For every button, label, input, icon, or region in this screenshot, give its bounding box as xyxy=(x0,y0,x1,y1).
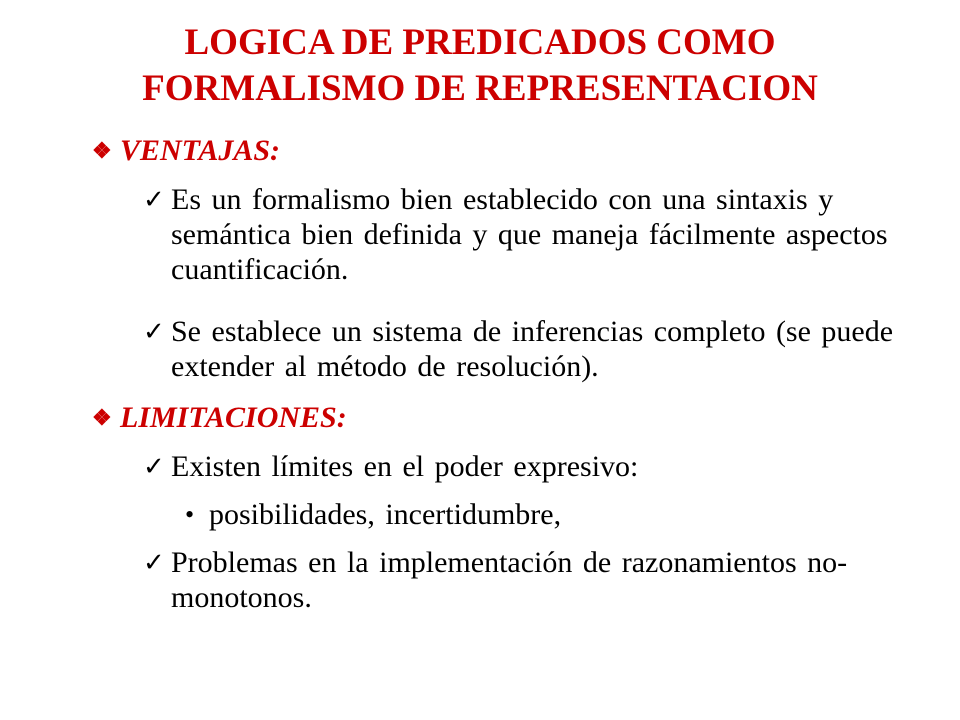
checkmark-icon: ✓ xyxy=(143,548,165,577)
checkmark-icon: ✓ xyxy=(143,317,165,346)
list-item-text: Es un formalismo bien establecido con una sintaxis y semántica bien definida y que maneja fácilmente aspectos cuantificación. xyxy=(171,183,888,286)
checkmark-icon: ✓ xyxy=(143,452,165,481)
sub-list-item-text: posibilidades, incertidumbre, xyxy=(209,498,562,531)
list-item-text: Existen límites en el poder expresivo: xyxy=(171,450,639,483)
diamond-ornament-icon: ❖ xyxy=(92,405,112,430)
list-item-text: Se establece un sistema de inferencias completo (se puede extender al método de resolución). xyxy=(171,315,894,383)
section-heading: VENTAJAS: xyxy=(120,134,281,167)
section-ventajas xyxy=(92,133,280,169)
slide-title-line-2: FORMALISMO DE REPRESENTACION xyxy=(142,68,818,109)
list-item xyxy=(143,182,903,287)
list-item xyxy=(143,314,903,384)
slide-title-line-1: LOGICA DE PREDICADOS COMO xyxy=(184,22,776,63)
list-item-text: Problemas en la implementación de razonamientos no-monotonos. xyxy=(171,546,848,614)
checkmark-icon: ✓ xyxy=(143,185,165,214)
sub-list-item xyxy=(185,497,561,532)
bullet-icon: • xyxy=(185,500,195,529)
list-item xyxy=(143,449,903,484)
section-heading: LIMITACIONES: xyxy=(120,401,347,434)
diamond-ornament-icon: ❖ xyxy=(92,138,112,163)
section-limitaciones xyxy=(92,400,347,436)
slide-title xyxy=(0,20,960,112)
list-item xyxy=(143,545,903,615)
